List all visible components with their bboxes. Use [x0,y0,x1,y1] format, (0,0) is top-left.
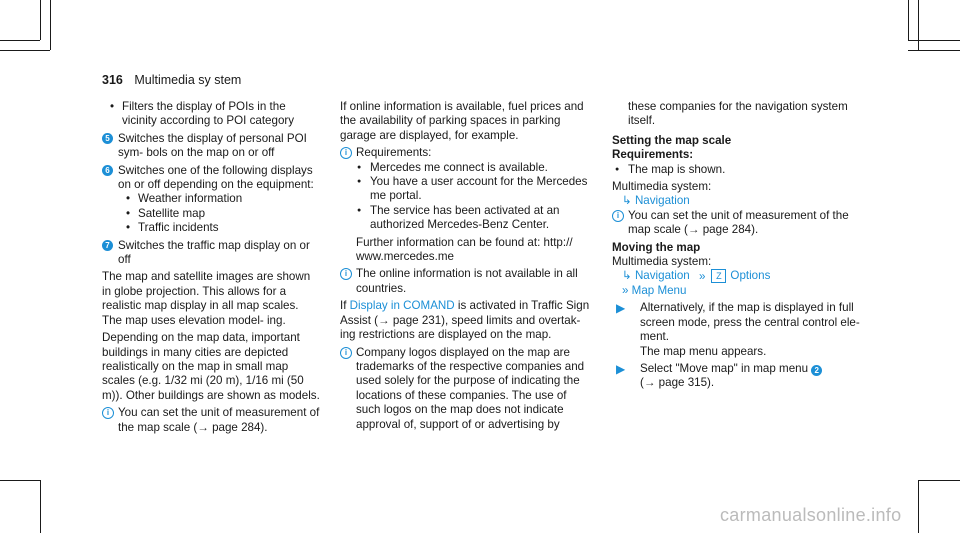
return-arrow-icon: ↳ [622,269,635,283]
watermark: carmanualsonline.info [720,505,902,525]
crop-mark [908,50,960,51]
paragraph: Multimedia system: [612,255,712,269]
list-item: 7 Switches the traffic map display on or off [102,239,320,268]
paragraph: The map and satellite images are shown in globe projection. This allows for a realistic map display in all map scales. The map uses elevation model- ing. [102,270,311,327]
column-1 [102,100,320,438]
crop-mark [918,0,919,50]
nav-navigation[interactable]: Navigation [634,269,690,283]
paragraph: If Display in COMAND is activated in Traffic Sign Assist (→ page 231), speed limits and overtak- ing restrictions are displayed on the map. [340,299,590,342]
nav-path [612,194,862,208]
info-note: i You can set the unit of measurement of the map scale (→ page 284). [612,209,862,238]
nav-map-menu[interactable]: Map Menu [631,283,687,297]
paragraph: Multimedia system: [612,180,712,194]
crop-mark [0,50,50,51]
action-arrow-icon: ▶ [616,301,626,316]
crop-mark [918,480,919,533]
callout-badge: 2 [811,365,822,376]
column-2 [340,100,590,435]
crop-mark [40,0,41,40]
crop-mark [50,0,51,50]
page-header [102,73,241,87]
action-arrow-icon: ▶ [616,361,626,376]
paragraph: these companies for the navigation system itself. [628,100,848,128]
paragraph: Further information can be found at: http:// www.mercedes.me [356,235,573,264]
paragraph: If online information is available, fuel prices and the availability of parking spaces in parking garage are displayed, for example. [340,100,584,142]
crop-mark [40,480,41,533]
section-heading: Moving the map [612,240,701,254]
action-step: ▶ Alternatively, if the map is displayed in full screen mode, press the central control ele- ment. [616,301,860,344]
column-3 [612,100,862,394]
info-icon: i [612,210,624,222]
sub-item: • Traffic incidents [126,221,320,235]
list-item: 5 Switches the display of personal POI sym- bols on the map on or off [102,132,320,161]
return-arrow-icon: ↳ [622,194,635,208]
crop-mark [908,40,960,41]
info-icon: i [340,347,352,359]
double-chevron-icon: » [698,269,706,283]
list-item: 6 Switches one of the following displays on or off depending on the equipment: [102,164,320,193]
crop-mark [0,40,40,41]
action-result: The map menu appears. [640,344,767,358]
page-number: 316 [102,73,123,87]
sub-item: • Weather information [126,192,320,206]
section-title: Multimedia sy stem [134,73,242,87]
options-icon: Z [711,269,726,283]
requirement-item: ● Mercedes me connect is available. [356,161,590,175]
callout-badge: 7 [102,240,113,251]
info-note: i Requirements: [340,146,590,160]
info-icon: i [102,407,114,419]
requirement-item: ● The service has been activated at an authorized Mercedes-Benz Center. [356,204,590,233]
info-note: i You can set the unit of measurement of the map scale (→ page 284). [102,406,320,435]
section-heading: Setting the map scale [612,133,732,147]
callout-badge: 5 [102,133,113,144]
action-step: ▶ Select "Move map" in map menu 2 (→ page 315). [612,362,862,391]
callout-badge: 6 [102,165,113,176]
info-icon: i [340,268,352,280]
paragraph: Depending on the map data, important buildings in many cities are depicted realistically on the map in small map scales (e.g. 1/32 mi (20 m), 1/16 mi (50 m)). Other buildings are shown as models. [102,331,320,402]
crop-mark [908,0,909,40]
info-icon: i [340,147,352,159]
info-note: i The online information is not available in all countries. [340,267,590,296]
nav-path [612,284,862,298]
nav-path [612,269,862,283]
setting-link[interactable]: Display in COMAND [349,299,455,313]
requirement-item: ● You have a user account for the Mercedes me portal. [356,175,590,204]
crop-mark [0,480,40,481]
info-note: i Company logos displayed on the map are trademarks of the respective companies and used solely for the purpose of indicating the locations of these companies. The use of such logos on the map does not indicate approval of, support of or advertising by [340,346,590,432]
requirements-heading: Requirements: [612,148,694,162]
crop-mark [918,480,960,481]
nav-navigation[interactable]: Navigation [634,194,690,208]
sub-item: • Satellite map [126,207,320,221]
nav-options[interactable]: Options [730,269,771,283]
double-chevron-icon: » [622,283,632,297]
list-item: • Filters the display of POIs in the vicinity according to POI category [110,100,320,129]
requirement-item: ● The map is shown. [614,163,862,177]
